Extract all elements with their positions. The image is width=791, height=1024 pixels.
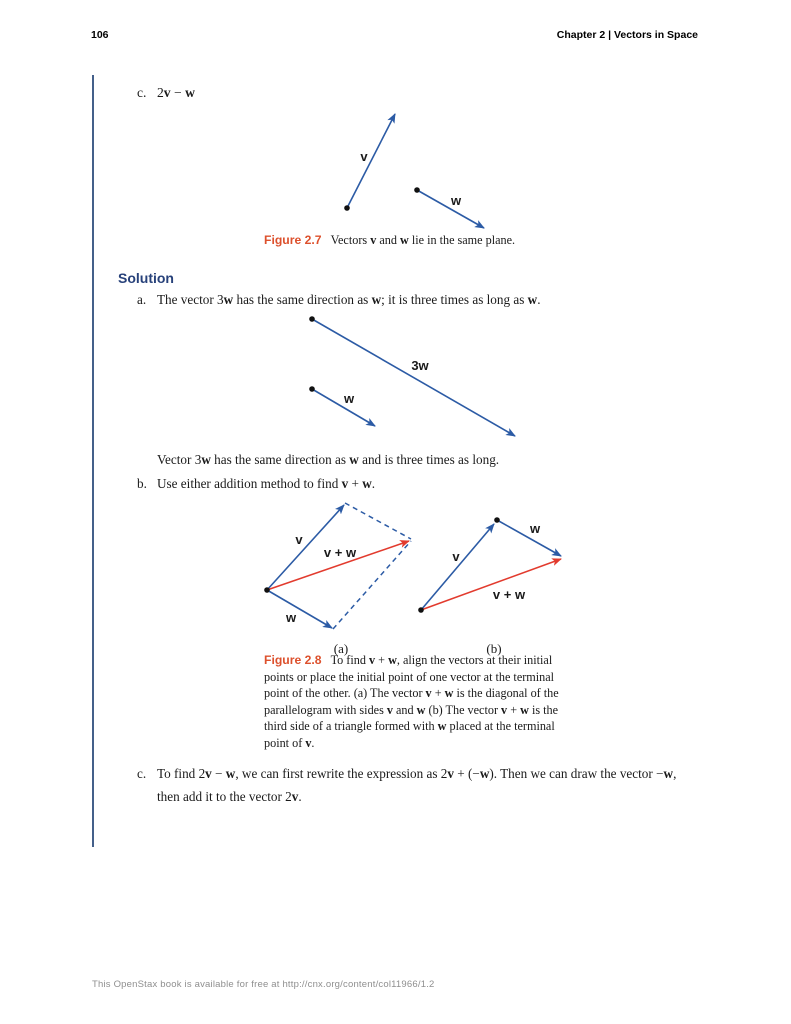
vector-w-label: w [343, 391, 355, 406]
list-item-a [137, 292, 540, 308]
diagram-a-parallelogram [264, 503, 411, 656]
figure-2-8-label: Figure 2.8 [264, 653, 322, 667]
vector-w-initial-point [309, 386, 315, 392]
vector-w-label: w [285, 610, 297, 625]
caption-line [264, 652, 559, 669]
item-a-note: Vector 3w has the same direction as w and is three times as long. [157, 452, 500, 467]
vector-v-label: v [452, 549, 460, 564]
vector-w-initial-point [414, 187, 420, 193]
formula-2v-minus-w: 2v − w [157, 85, 195, 100]
caption-line: point of v. [264, 735, 315, 750]
figure-2-8-graphic [255, 495, 590, 660]
list-item-c-top [137, 85, 195, 101]
terminal-point-of-v [494, 517, 500, 523]
figure-2-7-graphic [260, 95, 510, 240]
margin-rule [92, 75, 94, 847]
item-c-line1: To find 2v − w, we can first rewrite the expression as 2v + (−w). Then we can draw the vector −w, [157, 766, 677, 781]
vector-3w-initial-point [309, 316, 315, 322]
figure-2-8-caption [264, 652, 559, 752]
figure-2-7-label: Figure 2.7 [264, 233, 322, 247]
figure-2-7-caption-text: Vectors v and w lie in the same plane. [330, 233, 516, 247]
caption-text: To find v + w, align the vectors at their initial [330, 653, 553, 667]
list-item-c [137, 766, 676, 782]
vector-v-label: v [295, 532, 303, 547]
vector-v-label: v [360, 149, 368, 164]
vector-v-arrow [347, 114, 395, 208]
list-marker: a. [137, 292, 147, 307]
vector-w-arrow [267, 590, 332, 628]
caption-line: third side of a triangle formed with w placed at the terminal [264, 719, 555, 734]
list-marker: c. [137, 85, 147, 100]
vector-w-label: w [529, 521, 541, 536]
diagram-b-triangle [418, 517, 561, 656]
page-number: 106 [91, 29, 109, 41]
item-b-text: Use either addition method to find v + w. [157, 476, 376, 491]
figure-2-7-caption [264, 233, 515, 248]
footer-attribution: This OpenStax book is available for free at http://cnx.org/content/col11966/1.2 [92, 979, 435, 990]
initial-point [264, 587, 270, 593]
subfigure-b-label: (b) [486, 641, 502, 656]
subfigure-a-label: (a) [333, 641, 349, 656]
chapter-header: Chapter 2 | Vectors in Space [556, 29, 698, 41]
caption-line: points or place the initial point of one vector at the terminal [264, 669, 555, 684]
vector-sum-label: v + w [492, 587, 526, 602]
list-item-c-continuation: then add it to the vector 2v. [157, 789, 302, 804]
item-a-text: The vector 3w has the same direction as w; it is three times as long as w. [157, 292, 541, 307]
list-marker: b. [137, 476, 147, 491]
caption-line: parallelogram with sides v and w (b) The vector v + w is the [264, 702, 559, 717]
vector-w-label: w [450, 193, 462, 208]
figure-3w-graphic [280, 310, 530, 445]
list-item-b [137, 476, 375, 492]
caption-line: point of the other. (a) The vector v + w is the diagonal of the [264, 686, 559, 701]
solution-heading: Solution [118, 270, 174, 286]
vector-3w-arrow [312, 319, 515, 436]
parallelogram-dashed-top [345, 503, 411, 539]
list-marker: c. [137, 766, 147, 781]
vector-v-initial-point [344, 205, 350, 211]
vector-3w-label: 3w [411, 358, 429, 373]
vector-sum-label: v + w [323, 545, 357, 560]
initial-point [418, 607, 424, 613]
